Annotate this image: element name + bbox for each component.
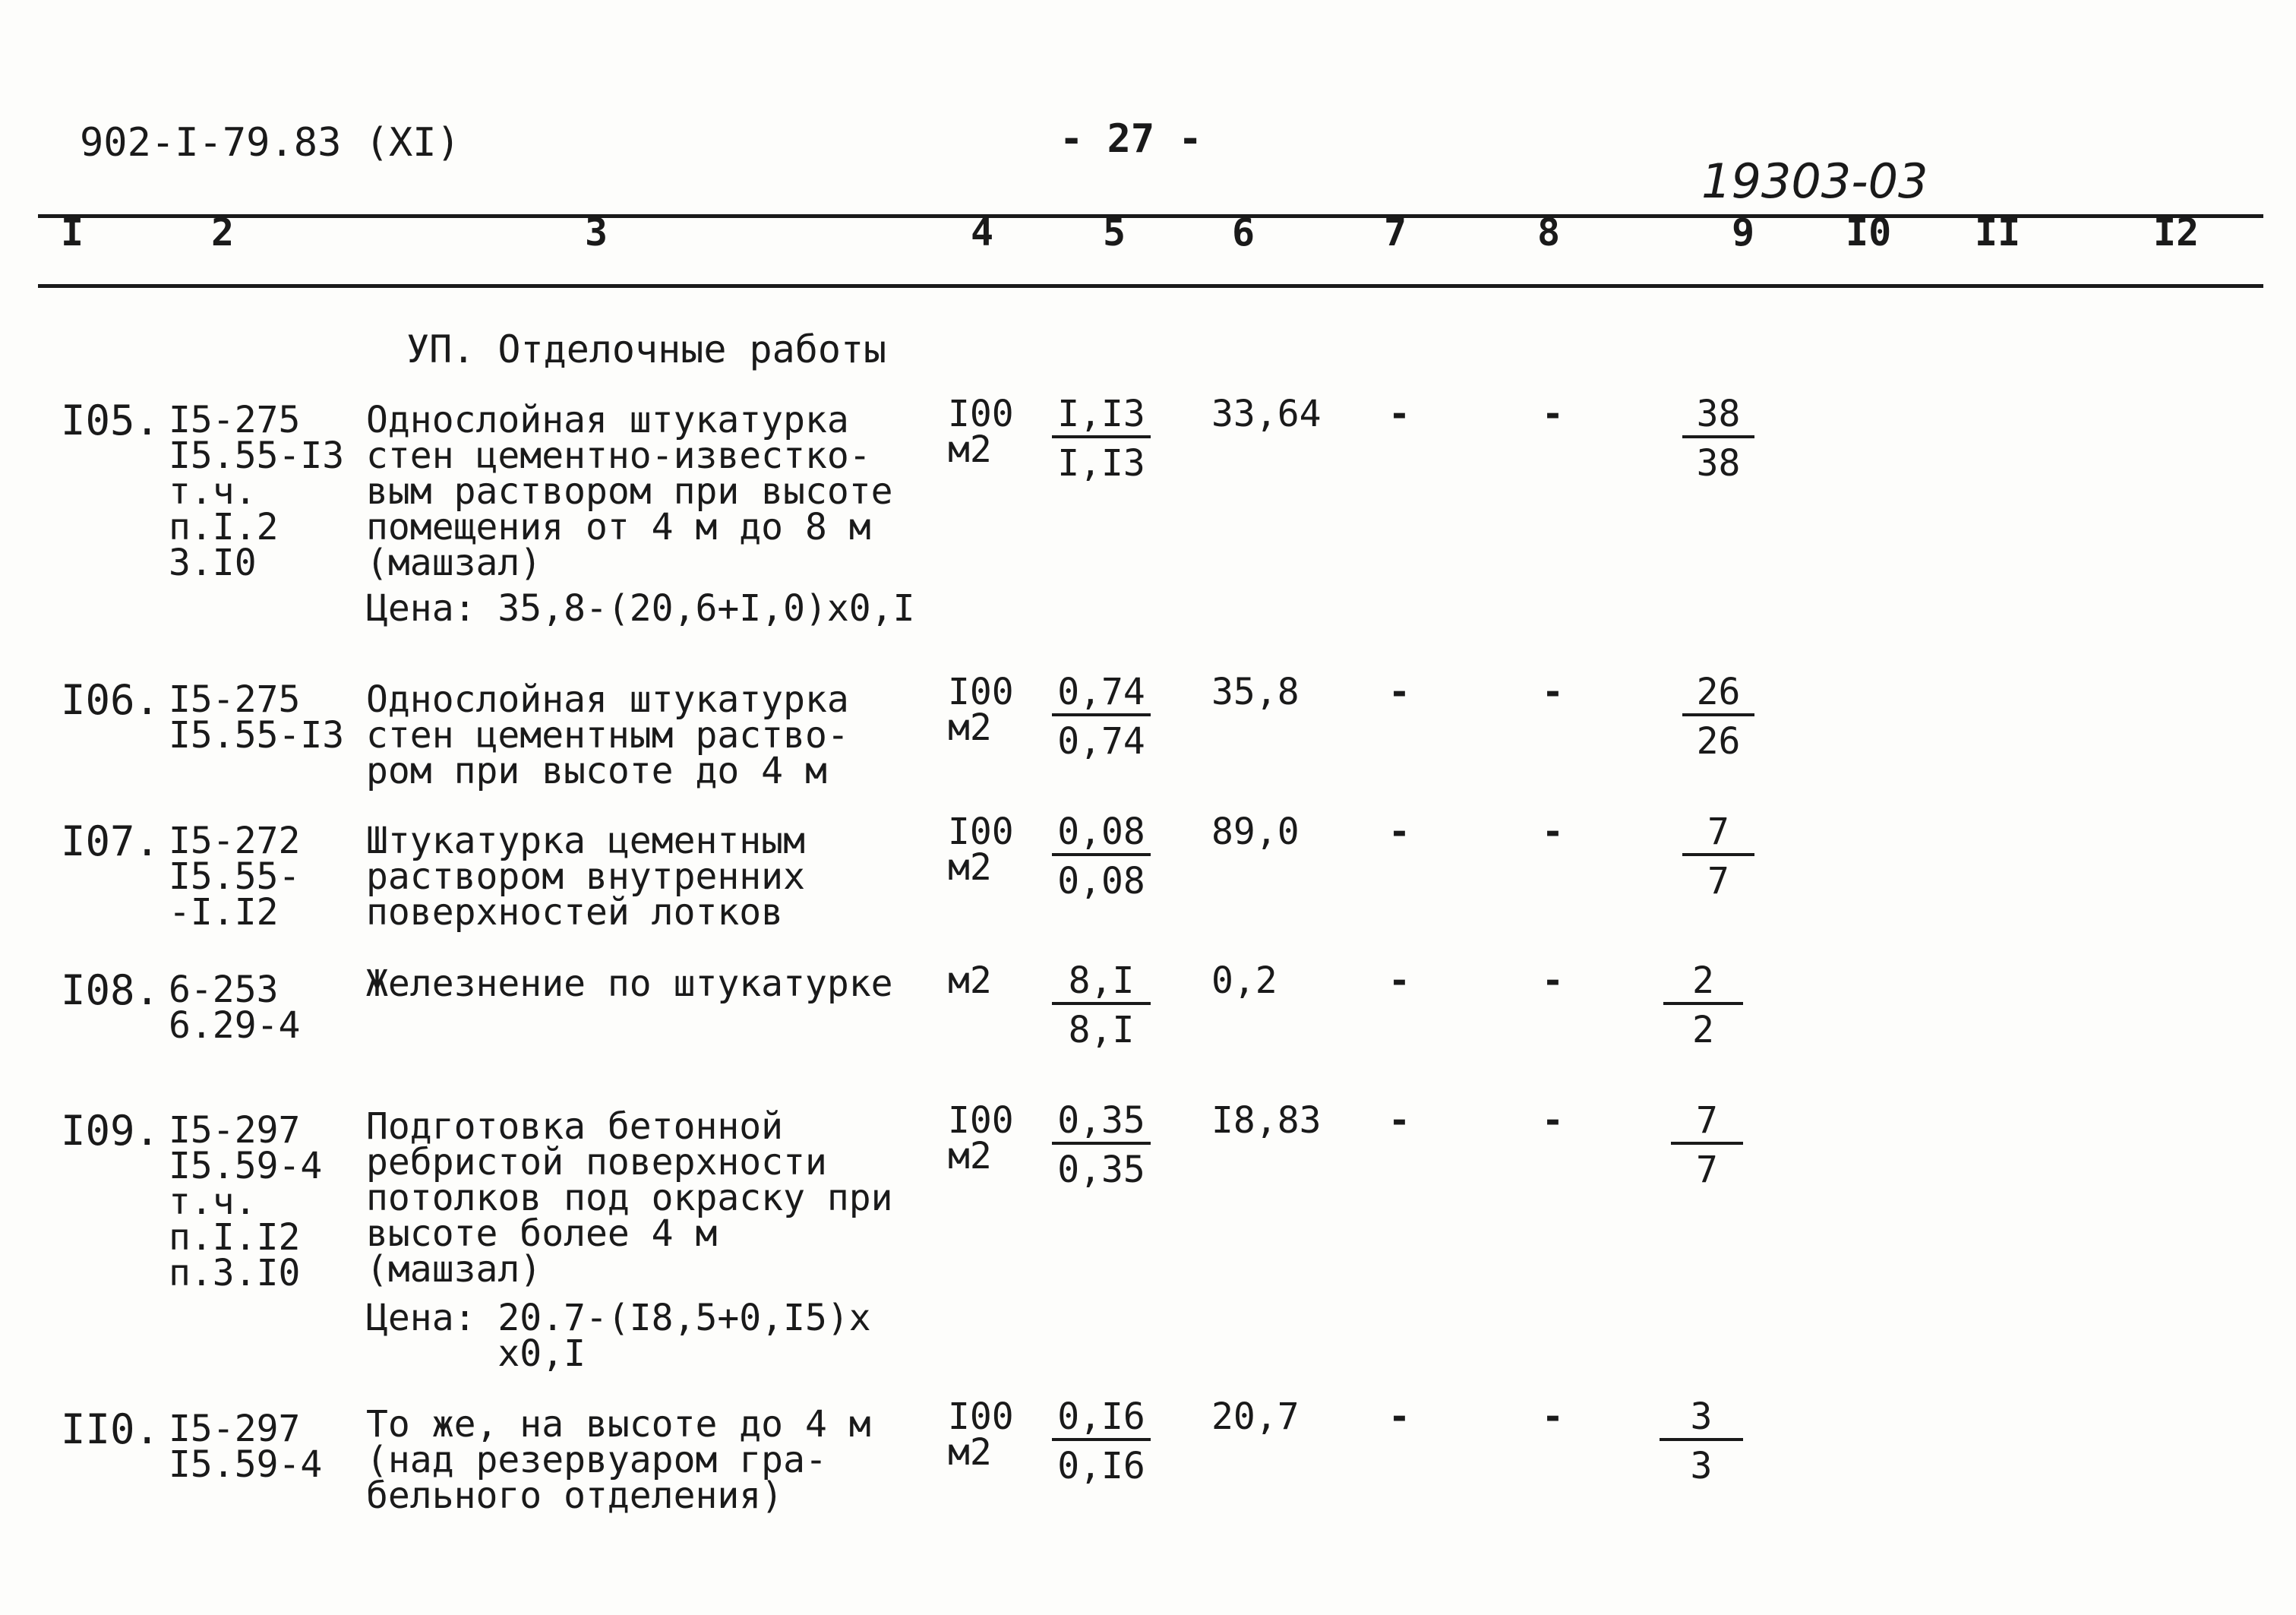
col7-value: - bbox=[1388, 1395, 1410, 1438]
row-number: I06. bbox=[61, 676, 160, 724]
quantity-fraction bbox=[1052, 393, 1151, 485]
price-formula: Цена: 20.7-(I8,5+0,I5)x x0,I bbox=[366, 1297, 871, 1375]
work-description: Штукатурка цементным раствором внутренних поверхностей лотков bbox=[366, 820, 805, 934]
header-bottom-rule bbox=[38, 284, 2263, 288]
col7-value: - bbox=[1388, 671, 1410, 713]
rate-code: 6-253 6.29-4 bbox=[169, 969, 301, 1047]
unit-rate: 20,7 bbox=[1211, 1395, 1300, 1438]
quantity-fraction bbox=[1052, 811, 1151, 902]
col8-value: - bbox=[1542, 393, 1564, 435]
quantity-numerator: 0,I6 bbox=[1052, 1399, 1151, 1441]
col8-value: - bbox=[1542, 671, 1564, 713]
col9-denominator: 7 bbox=[1696, 1149, 1718, 1191]
col9-denominator: 3 bbox=[1690, 1445, 1713, 1487]
unit: I00 м2 bbox=[948, 1099, 1014, 1177]
quantity-fraction bbox=[1052, 1099, 1151, 1191]
quantity-denominator: 8,I bbox=[1068, 1009, 1135, 1051]
work-description: То же, на высоте до 4 м (над резервуаром гра- бельного отделения) bbox=[366, 1403, 871, 1517]
unit-rate: 0,2 bbox=[1211, 959, 1277, 1002]
col-number-11: II bbox=[1975, 210, 2021, 254]
col9-denominator: 38 bbox=[1696, 442, 1741, 485]
col9-denominator: 2 bbox=[1692, 1009, 1714, 1051]
section-title: УП. Отделочные работы bbox=[406, 327, 887, 371]
work-description: Однослойная штукатурка стен цементным раство- ром при высоте до 4 м bbox=[366, 678, 849, 792]
col7-value: - bbox=[1388, 393, 1410, 435]
rate-code: I5-275 I5.55-I3 т.ч. п.I.2 3.I0 bbox=[169, 399, 345, 584]
col9-numerator: 26 bbox=[1682, 675, 1754, 716]
unit-rate: I8,83 bbox=[1211, 1099, 1322, 1142]
col9-fraction bbox=[1682, 671, 1754, 763]
row-number: I08. bbox=[61, 966, 160, 1014]
quantity-numerator: I,I3 bbox=[1052, 397, 1151, 438]
col9-numerator: 2 bbox=[1663, 963, 1743, 1005]
col9-numerator: 7 bbox=[1671, 1103, 1743, 1145]
quantity-fraction bbox=[1052, 1395, 1151, 1487]
unit-rate: 35,8 bbox=[1211, 671, 1300, 713]
col-number-12: I2 bbox=[2153, 210, 2200, 254]
col-number-7: 7 bbox=[1384, 210, 1407, 254]
col7-value: - bbox=[1388, 811, 1410, 853]
unit: м2 bbox=[948, 959, 992, 1002]
row-number: I09. bbox=[61, 1107, 160, 1155]
unit: I00 м2 bbox=[948, 393, 1014, 471]
top-rule bbox=[38, 214, 2263, 218]
work-description: Однослойная штукатурка стен цементно-известко- вым раствором при высоте помещения от 4 м до 8 м (машзал) bbox=[366, 399, 893, 584]
col9-fraction bbox=[1682, 811, 1754, 902]
unit: I00 м2 bbox=[948, 1395, 1014, 1474]
quantity-fraction bbox=[1052, 959, 1151, 1051]
col7-value: - bbox=[1388, 959, 1410, 1002]
col8-value: - bbox=[1542, 1099, 1564, 1142]
col-number-6: 6 bbox=[1232, 210, 1255, 254]
col9-fraction bbox=[1663, 959, 1743, 1051]
col9-denominator: 7 bbox=[1707, 860, 1729, 902]
handwritten-sheet-code: 19303-03 bbox=[1701, 153, 1928, 209]
col8-value: - bbox=[1542, 811, 1564, 853]
unit-rate: 89,0 bbox=[1211, 811, 1300, 853]
quantity-denominator: 0,I6 bbox=[1057, 1445, 1145, 1487]
work-description: Подготовка бетонной ребристой поверхности потолков под окраску при высоте более 4 м (машзал) bbox=[366, 1105, 893, 1291]
col9-fraction bbox=[1660, 1395, 1743, 1487]
unit: I00 м2 bbox=[948, 671, 1014, 749]
col9-numerator: 3 bbox=[1660, 1399, 1743, 1441]
page-number: - 27 - bbox=[1060, 116, 1202, 162]
rate-code: I5-297 I5.59-4 bbox=[169, 1408, 323, 1486]
col8-value: - bbox=[1542, 959, 1564, 1002]
col-number-3: 3 bbox=[585, 210, 608, 254]
col8-value: - bbox=[1542, 1395, 1564, 1438]
row-number: I07. bbox=[61, 817, 160, 865]
unit: I00 м2 bbox=[948, 811, 1014, 889]
row-number: I05. bbox=[61, 397, 160, 444]
quantity-fraction bbox=[1052, 671, 1151, 763]
quantity-numerator: 0,08 bbox=[1052, 814, 1151, 856]
col-number-2: 2 bbox=[211, 210, 235, 254]
col-number-8: 8 bbox=[1537, 210, 1561, 254]
col9-fraction bbox=[1671, 1099, 1743, 1191]
work-description: Железнение по штукатурке bbox=[366, 962, 893, 1005]
col-number-10: I0 bbox=[1846, 210, 1892, 254]
col-number-1: I bbox=[61, 210, 84, 254]
col7-value: - bbox=[1388, 1099, 1410, 1142]
document-code: 902-I-79.83 (XI) bbox=[80, 120, 460, 166]
rate-code: I5-297 I5.59-4 т.ч. п.I.I2 п.3.I0 bbox=[169, 1109, 323, 1294]
quantity-denominator: 0,35 bbox=[1057, 1149, 1145, 1191]
quantity-numerator: 0,35 bbox=[1052, 1103, 1151, 1145]
col9-denominator: 26 bbox=[1696, 720, 1741, 763]
col9-numerator: 7 bbox=[1682, 814, 1754, 856]
unit-rate: 33,64 bbox=[1211, 393, 1322, 435]
quantity-numerator: 0,74 bbox=[1052, 675, 1151, 716]
row-number: II0. bbox=[61, 1405, 160, 1453]
col9-numerator: 38 bbox=[1682, 397, 1754, 438]
quantity-denominator: 0,08 bbox=[1057, 860, 1145, 902]
col9-fraction bbox=[1682, 393, 1754, 485]
quantity-denominator: I,I3 bbox=[1057, 442, 1145, 485]
rate-code: I5-272 I5.55- -I.I2 bbox=[169, 820, 301, 934]
quantity-numerator: 8,I bbox=[1052, 963, 1151, 1005]
rate-code: I5-275 I5.55-I3 bbox=[169, 678, 345, 757]
quantity-denominator: 0,74 bbox=[1057, 720, 1145, 763]
col-number-5: 5 bbox=[1103, 210, 1126, 254]
col-number-9: 9 bbox=[1732, 210, 1755, 254]
col-number-4: 4 bbox=[971, 210, 994, 254]
price-formula: Цена: 35,8-(20,6+I,0)x0,I bbox=[366, 587, 915, 630]
